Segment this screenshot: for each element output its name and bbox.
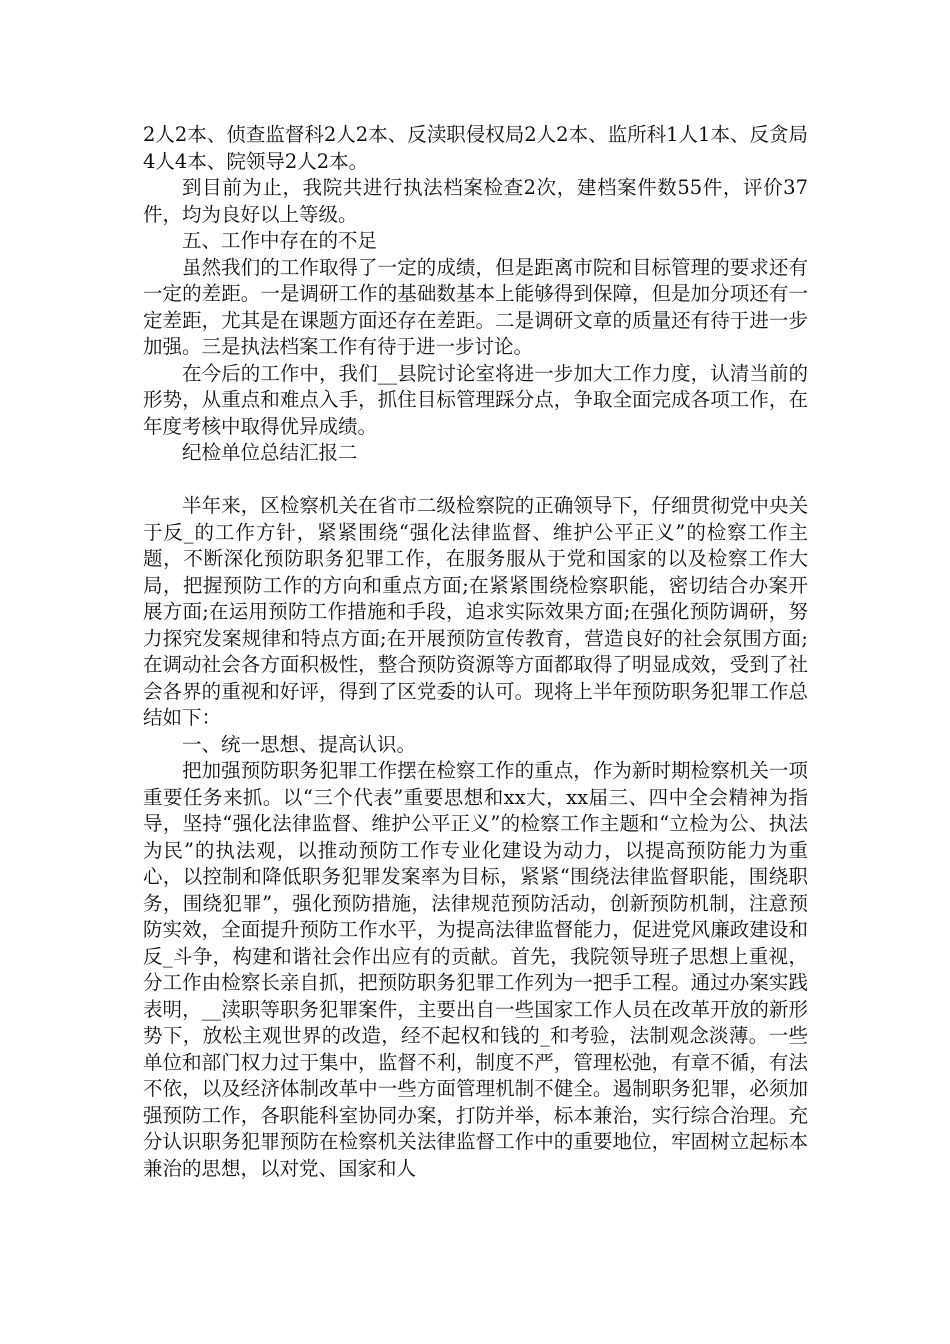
paragraph-prevention-work: 把加强预防职务犯罪工作摆在检察工作的重点，作为新时期检察机关一项重要任务来抓。以“三个代表”重要思想和xx大，xx届三、四中全会精神为指导，坚持“强化法律监督、维护公平正义”的检察工作主题和“立检为公、执法为民”的执法观，以推动预防工作专业化建设为动力，以提高预防能力为重心，以控制和降低职务犯罪发案率为目标，紧紧“围绕法律监督职能，围绕职务，围绕犯罪”，强化预防措施，法律规范预防活动，创新预防机制，注意预防实效，全面提升预防工作水平，为提高法律监督能力，促进党风廉政建设和反_斗争，构建和谐社会作出应有的贡献。首先，我院领导班子思想上重视，分工作由检察长亲自抓，把预防职务犯罪工作列为一把手工程。通过办案实践表明，__渎职等职务犯罪案件，主要出自一些国家工作人员在改革开放的新形势下，放松主观世界的改造，经不起权和钱的_和考验，法制观念淡薄。一些单位和部门权力过于集中，监督不利，制度不严，管理松弛，有章不循，有法不依，以及经济体制改革中一些方面管理机制不健全。遏制职务犯罪，必须加强预防工作，各职能科室协同办案，打防并举，标本兼治，实行综合治理。充分认识职务犯罪预防在检察机关法律监督工作中的重要地位，牢固树立起标本兼治的思想，以对党、国家和人 [143,759,808,1180]
paragraph-future-work: 在今后的工作中，我们__县院讨论室将进一步加大工作力度，认清当前的形势，从重点和难点入手，抓住目标管理踩分点，争取全面完成各项工作，在年度考核中取得优异成绩。 [143,361,808,438]
paragraph-shortcomings: 虽然我们的工作取得了一定的成绩，但是距离市院和目标管理的要求还有一定的差距。一是调研工作的基础数基本上能够得到保障，但是加分项还有一定差距，尤其是在课题方面还存在差距。二是调研文章的质量还有待于进一步加强。三是执法档案工作有待于进一步讨论。 [143,255,808,358]
section-heading-shortcomings: 五、工作中存在的不足 [182,229,378,252]
document-page [143,122,808,1182]
section-heading-unify-thinking: 一、统一思想、提高认识。 [182,732,417,756]
paragraph-archive-check: 到目前为止，我院共进行执法档案检查2次，建档案件数55件，评价37件，均为良好以上等级。 [143,176,808,226]
paragraph-staff-list: 2人2本、侦查监督科2人2本、反渎职侵权局2人2本、监所科1人1本、反贪局4人4本、院领导2人2本。 [143,123,808,173]
paragraph-half-year-intro: 半年来，区检察机关在省市二级检察院的正确领导下，仔细贯彻党中央关于反_的工作方针，紧紧围绕“强化法律监督、维护公平正义”的检察工作主题，不断深化预防职务犯罪工作，在服务服从于党和国家的以及检察工作大局，把握预防工作的方向和重点方面;在紧紧围绕检察职能，密切结合办案开展方面;在运用预防工作措施和手段，追求实际效果方面;在强化预防调研，努力探究发案规律和特点方面;在开展预防宣传教育，营造良好的社会氛围方面;在调动社会各方面积极性，整合预防资源等方面都取得了明显成效，受到了社会各界的重视和好评，得到了区党委的认可。现将上半年预防职务犯罪工作总结如下： [143,494,808,729]
report-title-two: 纪检单位总结汇报二 [182,441,358,464]
blank-line [143,467,808,494]
